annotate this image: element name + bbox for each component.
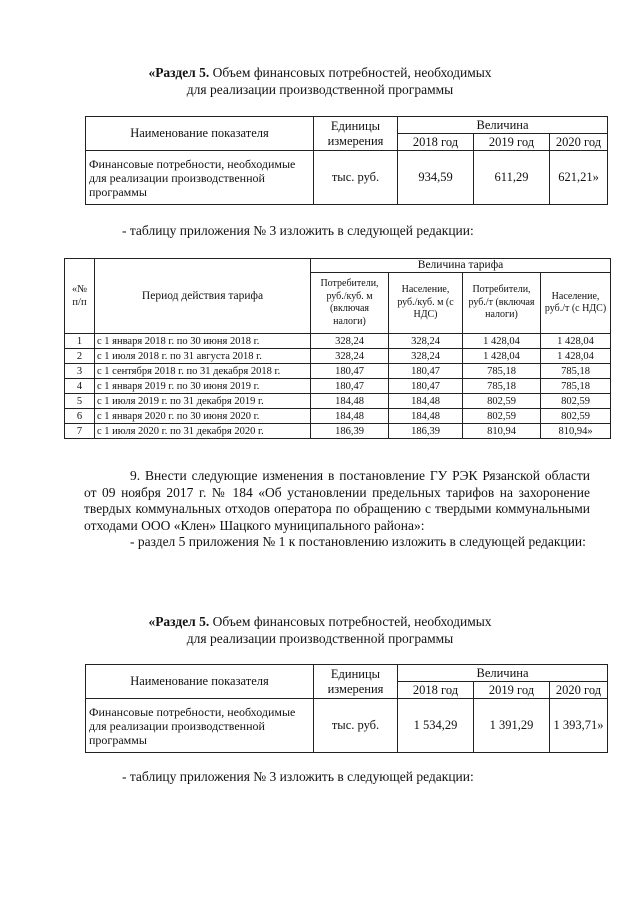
header-tariff-value: Величина тарифа <box>311 259 611 273</box>
row-number: 4 <box>65 379 95 394</box>
row-period: с 1 июля 2019 г. по 31 декабря 2019 г. <box>95 394 311 409</box>
table-row <box>65 394 611 409</box>
header-population-t: Население, руб./т (с НДС) <box>541 273 611 334</box>
header-year-2018: 2018 год <box>398 134 474 151</box>
row-consumers-t: 1 428,04 <box>463 349 541 364</box>
row-value-2020: 1 393,71» <box>550 699 608 753</box>
row-consumers-m3: 180,47 <box>311 364 389 379</box>
row-population-t: 802,59 <box>541 394 611 409</box>
header-year-2020: 2020 год <box>550 134 608 151</box>
row-population-t: 810,94» <box>541 424 611 439</box>
row-consumers-m3: 184,48 <box>311 409 389 424</box>
table-row <box>65 424 611 439</box>
row-number: 3 <box>65 364 95 379</box>
row-consumers-t: 1 428,04 <box>463 334 541 349</box>
row-consumers-m3: 186,39 <box>311 424 389 439</box>
header-value: Величина <box>398 117 608 134</box>
row-period: с 1 июля 2020 г. по 31 декабря 2020 г. <box>95 424 311 439</box>
header-consumers-t: Потребители, руб./т (включая налоги) <box>463 273 541 334</box>
section-heading-2-line2: для реализации производственной программы <box>186 631 454 646</box>
header-consumers-m3: Потребители, руб./куб. м (включая налоги) <box>311 273 389 334</box>
row-population-t: 1 428,04 <box>541 334 611 349</box>
section-heading-2-rest: Объем финансовых потребностей, необходимых <box>209 614 492 629</box>
row-value-2018: 1 534,29 <box>398 699 474 753</box>
header-units: Единицы измерения <box>314 665 398 699</box>
row-value-2018: 934,59 <box>398 151 474 205</box>
row-number: 7 <box>65 424 95 439</box>
header-year-2019: 2019 год <box>474 682 550 699</box>
row-period: с 1 января 2018 г. по 30 июня 2018 г. <box>95 334 311 349</box>
financial-needs-table-2 <box>85 664 608 753</box>
row-value-2020: 621,21» <box>550 151 608 205</box>
financial-needs-table <box>85 116 608 205</box>
row-period: с 1 сентября 2018 г. по 31 декабря 2018 г. <box>95 364 311 379</box>
header-units: Единицы измерения <box>314 117 398 151</box>
row-consumers-t: 802,59 <box>463 409 541 424</box>
row-number: 5 <box>65 394 95 409</box>
header-population-m3: Население, руб./куб. м (с НДС) <box>389 273 463 334</box>
row-consumers-m3: 328,24 <box>311 349 389 364</box>
section-heading-rest: Объем финансовых потребностей, необходимых <box>209 65 492 80</box>
note-table-appendix-3-2: - таблицу приложения № 3 изложить в следующей редакции: <box>122 769 474 784</box>
note-table-appendix-3: - таблицу приложения № 3 изложить в следующей редакции: <box>122 223 474 238</box>
table-row <box>65 349 611 364</box>
table-row <box>65 379 611 394</box>
row-indicator-name: Финансовые потребности, необходимые для реализации производственной программы <box>86 699 314 753</box>
row-period: с 1 января 2019 г. по 30 июня 2019 г. <box>95 379 311 394</box>
row-number: 1 <box>65 334 95 349</box>
row-indicator-name: Финансовые потребности, необходимые для реализации производственной программы <box>86 151 314 205</box>
header-year-2018: 2018 год <box>398 682 474 699</box>
row-consumers-t: 810,94 <box>463 424 541 439</box>
row-consumers-m3: 184,48 <box>311 394 389 409</box>
row-consumers-t: 785,18 <box>463 364 541 379</box>
row-population-m3: 180,47 <box>389 379 463 394</box>
row-period: с 1 января 2020 г. по 30 июня 2020 г. <box>95 409 311 424</box>
row-population-m3: 328,24 <box>389 334 463 349</box>
header-indicator-name: Наименование показателя <box>86 665 314 699</box>
row-period: с 1 июля 2018 г. по 31 августа 2018 г. <box>95 349 311 364</box>
section-heading-2-line1 <box>60 613 580 630</box>
section-heading-line2: для реализации производственной программы <box>186 82 454 97</box>
section-heading-2 <box>60 613 580 647</box>
table-row <box>65 334 611 349</box>
row-population-m3: 184,48 <box>389 409 463 424</box>
table-row <box>65 409 611 424</box>
row-value-2019: 611,29 <box>474 151 550 205</box>
paragraph-9-text: 9. Внести следующие изменения в постановление ГУ РЭК Рязанской области от 09 ноября 2017 г. № 184 «Об установлении предельных тарифов на захоронение твердых коммунальных отходов оператора по обращению с твердыми коммунальными отходами ООО «Клен» Шацкого муниципального района»: <box>84 468 590 533</box>
section-heading-2-bold: «Раздел 5. <box>148 614 210 629</box>
row-consumers-t: 802,59 <box>463 394 541 409</box>
row-consumers-t: 785,18 <box>463 379 541 394</box>
row-population-t: 802,59 <box>541 409 611 424</box>
row-population-m3: 184,48 <box>389 394 463 409</box>
row-units: тыс. руб. <box>314 151 398 205</box>
row-consumers-m3: 328,24 <box>311 334 389 349</box>
section-heading <box>60 64 580 98</box>
paragraph-sub-text: - раздел 5 приложения № 1 к постановлению изложить в следующей редакции: <box>130 534 586 549</box>
header-indicator-name: Наименование показателя <box>86 117 314 151</box>
table-row <box>65 364 611 379</box>
tariff-table <box>64 258 611 439</box>
row-number: 6 <box>65 409 95 424</box>
section-heading-bold: «Раздел 5. <box>148 65 210 80</box>
section-heading-line1 <box>60 64 580 81</box>
row-population-m3: 180,47 <box>389 364 463 379</box>
header-row-number: «№ п/п <box>65 259 95 334</box>
row-population-m3: 328,24 <box>389 349 463 364</box>
row-number: 2 <box>65 349 95 364</box>
row-value-2019: 1 391,29 <box>474 699 550 753</box>
header-year-2019: 2019 год <box>474 134 550 151</box>
row-population-t: 785,18 <box>541 379 611 394</box>
row-consumers-m3: 180,47 <box>311 379 389 394</box>
row-units: тыс. руб. <box>314 699 398 753</box>
row-population-t: 785,18 <box>541 364 611 379</box>
header-tariff-period: Период действия тарифа <box>95 259 311 334</box>
paragraph-9 <box>84 468 590 551</box>
header-year-2020: 2020 год <box>550 682 608 699</box>
header-value: Величина <box>398 665 608 682</box>
row-population-t: 1 428,04 <box>541 349 611 364</box>
row-population-m3: 186,39 <box>389 424 463 439</box>
